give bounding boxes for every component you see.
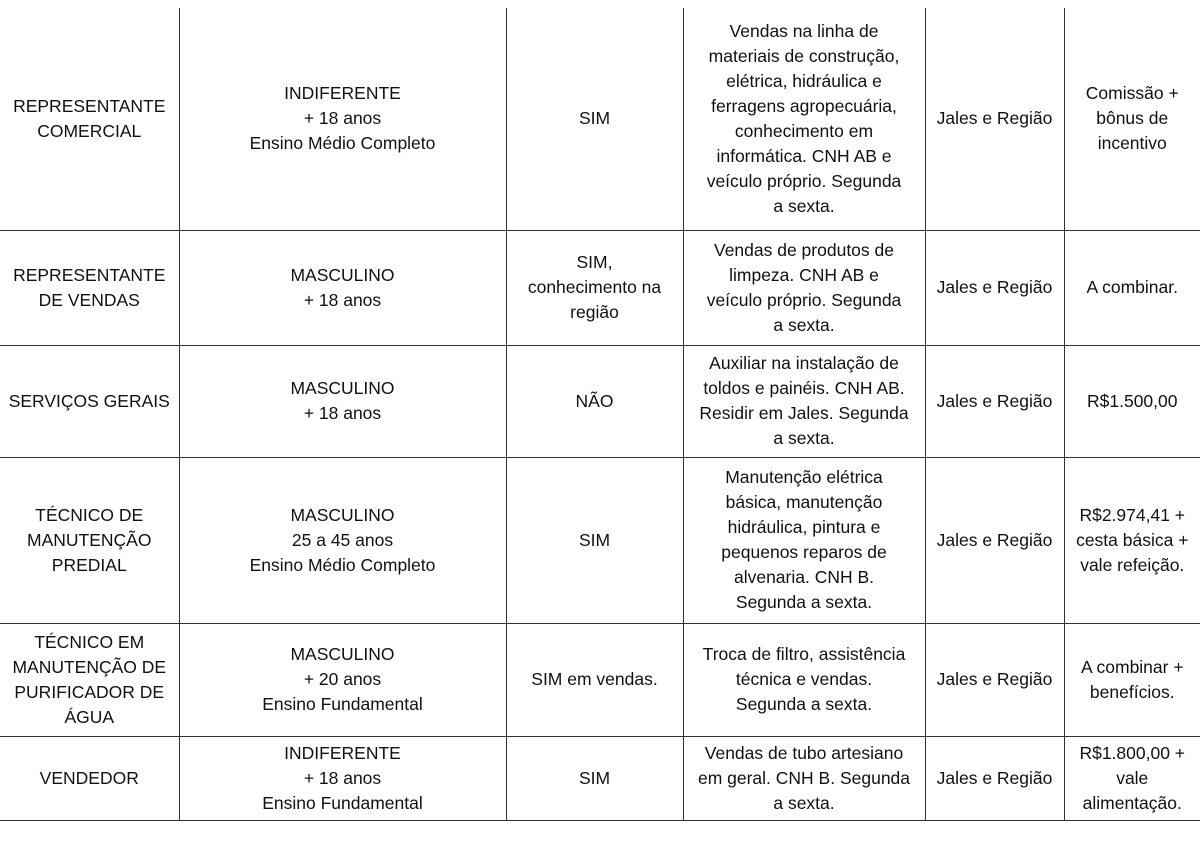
salary-cell: Comissão + bônus de incentivo: [1064, 8, 1200, 230]
job-title-cell: SERVIÇOS GERAIS: [0, 345, 179, 457]
candidate-profile-cell: MASCULINO 25 a 45 anos Ensino Médio Completo: [179, 457, 506, 623]
candidate-profile-cell: MASCULINO + 18 anos: [179, 230, 506, 345]
job-title-cell: TÉCNICO EM MANUTENÇÃO DE PURIFICADOR DE ÁGUA: [0, 623, 179, 736]
location-cell: Jales e Região: [925, 345, 1064, 457]
salary-cell: R$1.800,00 + vale alimentação.: [1064, 736, 1200, 820]
table-row: [0, 345, 1200, 457]
location-cell: Jales e Região: [925, 736, 1064, 820]
salary-cell: R$1.500,00: [1064, 345, 1200, 457]
salary-cell: A combinar.: [1064, 230, 1200, 345]
candidate-profile-cell: INDIFERENTE + 18 anos Ensino Fundamental: [179, 736, 506, 820]
job-openings-table: [0, 8, 1200, 821]
table-row: [0, 230, 1200, 345]
experience-cell: SIM: [506, 736, 683, 820]
location-cell: Jales e Região: [925, 457, 1064, 623]
job-title-cell: VENDEDOR: [0, 736, 179, 820]
job-description-cell: Vendas de produtos de limpeza. CNH AB e veículo próprio. Segunda a sexta.: [683, 230, 925, 345]
location-cell: Jales e Região: [925, 8, 1064, 230]
salary-cell: A combinar + benefícios.: [1064, 623, 1200, 736]
location-cell: Jales e Região: [925, 230, 1064, 345]
experience-cell: NÃO: [506, 345, 683, 457]
candidate-profile-cell: MASCULINO + 20 anos Ensino Fundamental: [179, 623, 506, 736]
experience-cell: SIM em vendas.: [506, 623, 683, 736]
experience-cell: SIM: [506, 457, 683, 623]
job-title-cell: TÉCNICO DE MANUTENÇÃO PREDIAL: [0, 457, 179, 623]
table-row: [0, 623, 1200, 736]
table-row: [0, 736, 1200, 820]
candidate-profile-cell: MASCULINO + 18 anos: [179, 345, 506, 457]
candidate-profile-cell: INDIFERENTE + 18 anos Ensino Médio Completo: [179, 8, 506, 230]
job-description-cell: Vendas de tubo artesiano em geral. CNH B. Segunda a sexta.: [683, 736, 925, 820]
salary-cell: R$2.974,41 + cesta básica + vale refeição.: [1064, 457, 1200, 623]
table-row: [0, 457, 1200, 623]
experience-cell: SIM, conhecimento na região: [506, 230, 683, 345]
job-title-cell: REPRESENTANTE COMERCIAL: [0, 8, 179, 230]
table-row: [0, 8, 1200, 230]
job-description-cell: Vendas na linha de materiais de construção, elétrica, hidráulica e ferragens agropecuária, conhecimento em informática. CNH AB e veículo próprio. Segunda a sexta.: [683, 8, 925, 230]
job-description-cell: Auxiliar na instalação de toldos e painéis. CNH AB. Residir em Jales. Segunda a sexta.: [683, 345, 925, 457]
location-cell: Jales e Região: [925, 623, 1064, 736]
experience-cell: SIM: [506, 8, 683, 230]
job-description-cell: Manutenção elétrica básica, manutenção hidráulica, pintura e pequenos reparos de alvenaria. CNH B. Segunda a sexta.: [683, 457, 925, 623]
job-title-cell: REPRESENTANTE DE VENDAS: [0, 230, 179, 345]
job-description-cell: Troca de filtro, assistência técnica e vendas. Segunda a sexta.: [683, 623, 925, 736]
